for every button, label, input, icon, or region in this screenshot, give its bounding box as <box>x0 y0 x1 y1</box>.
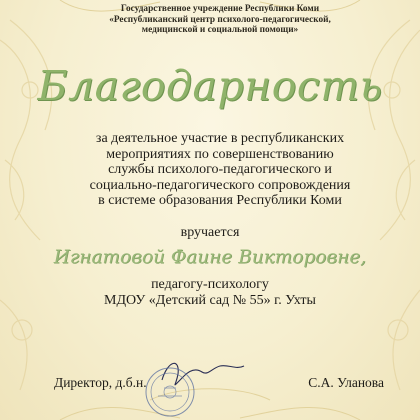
issuer-line-3: медицинской и социальной помощи» <box>141 25 299 35</box>
citation-line-5: в системе образования Республики Коми <box>98 193 342 208</box>
issuer-header <box>70 4 370 36</box>
recipient-position <box>0 277 420 309</box>
bottom-border <box>60 389 360 420</box>
position-line-1: педагогу-психологу <box>151 277 269 292</box>
issuer-line-1: Государственное учреждение Республики Коми <box>120 4 320 14</box>
position-line-2: МДОУ «Детский сад № 55» г. Ухты <box>104 293 316 308</box>
recipient-name: Игнатовой Фаине Викторовне, <box>53 247 367 268</box>
certificate-title: Благодарность <box>37 62 383 110</box>
citation-line-1: за деятельное участие в республиканских <box>95 131 345 146</box>
citation-line-2: мероприятиях по совершенствованию <box>106 146 334 162</box>
presented-label: вручается <box>180 225 240 240</box>
citation-line-4: социально-педагогического сопровождения <box>89 177 351 193</box>
signatory-name: С.А. Уланова <box>308 375 384 390</box>
citation-text <box>60 131 380 209</box>
issuer-line-2: «Республиканский центр психолого-педагогической, <box>109 14 331 25</box>
signatory-title: Директор, д.б.н. <box>54 375 147 390</box>
signature-row <box>54 375 384 391</box>
citation-line-3: службы психолого-педагогического и <box>108 162 332 177</box>
